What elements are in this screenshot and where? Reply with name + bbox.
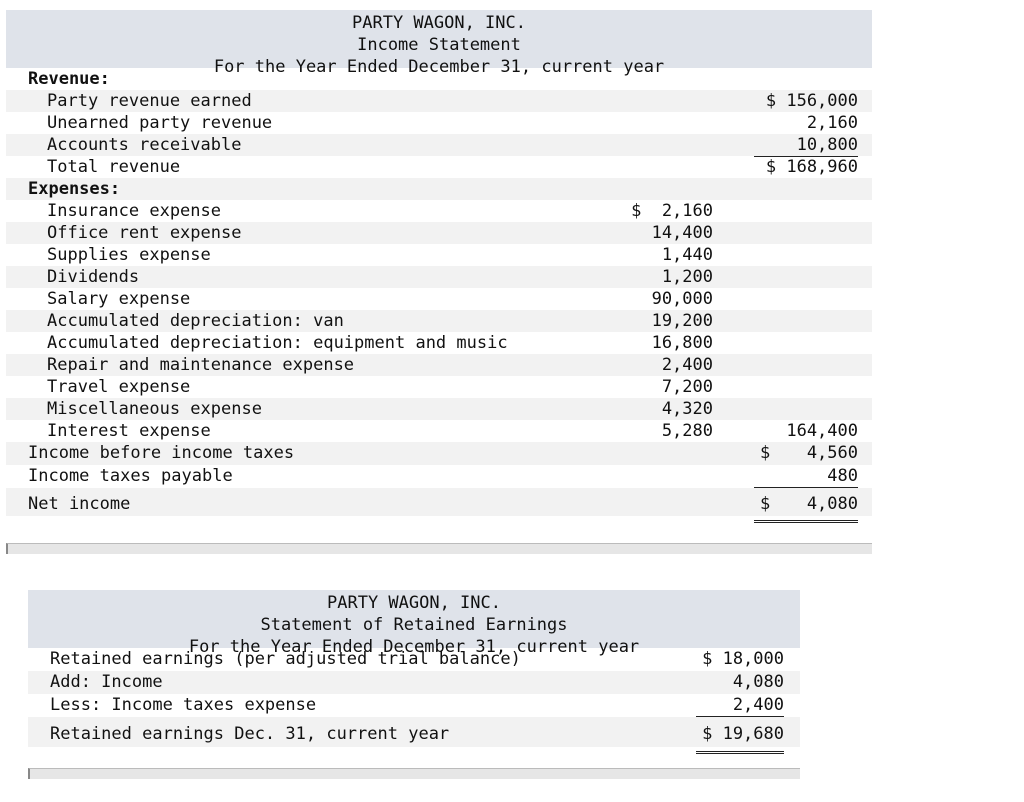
amount-column-1: 7,200 bbox=[661, 377, 713, 397]
dollar-sign: $ bbox=[760, 443, 771, 463]
row-label: Supplies expense bbox=[47, 245, 211, 265]
table-row bbox=[6, 134, 872, 156]
table-row bbox=[28, 648, 800, 671]
amount-column-1: 4,320 bbox=[661, 399, 713, 419]
row-label: Revenue: bbox=[28, 69, 110, 89]
amount-column-1: 16,800 bbox=[651, 333, 713, 353]
amount-column-2: $ 168,960 bbox=[765, 157, 858, 177]
table-row bbox=[6, 112, 872, 134]
row-label: Office rent expense bbox=[47, 223, 242, 243]
table-row bbox=[6, 90, 872, 112]
row-label: Dividends bbox=[47, 267, 140, 287]
amount-column-2: 4,080 bbox=[754, 488, 858, 523]
table-row bbox=[6, 310, 872, 332]
row-label: Travel expense bbox=[47, 377, 191, 397]
amount-column-1: $ 2,160 bbox=[631, 201, 713, 221]
table-row bbox=[6, 68, 872, 90]
row-label: Less: Income taxes expense bbox=[50, 695, 317, 715]
row-label: Insurance expense bbox=[47, 201, 221, 221]
statement-title: Income Statement bbox=[357, 35, 521, 55]
retained-earnings-header bbox=[28, 590, 800, 657]
income-statement-rows bbox=[6, 68, 872, 516]
row-label: Income before income taxes bbox=[28, 443, 295, 463]
amount-value: 4,080 bbox=[732, 672, 784, 692]
row-label: Unearned party revenue bbox=[47, 113, 273, 133]
row-label: Retained earnings (per adjusted trial balance) bbox=[50, 649, 521, 669]
income-statement bbox=[6, 10, 872, 516]
table-row bbox=[6, 266, 872, 288]
income-statement-header bbox=[6, 10, 872, 77]
table-row bbox=[6, 465, 872, 488]
table-row bbox=[6, 178, 872, 200]
row-label: Interest expense bbox=[47, 421, 211, 441]
company-name: PARTY WAGON, INC. bbox=[352, 13, 526, 33]
row-label: Repair and maintenance expense bbox=[47, 355, 355, 375]
table-row bbox=[6, 488, 872, 516]
amount-column-1: 5,280 bbox=[626, 420, 713, 443]
amount-value: 2,400 bbox=[696, 694, 784, 717]
amount-column-2: 164,400 bbox=[786, 421, 858, 441]
row-label: Total revenue bbox=[47, 157, 181, 177]
dollar-sign: $ bbox=[760, 494, 771, 514]
row-label: Salary expense bbox=[47, 289, 191, 309]
amount-column-1: 14,400 bbox=[651, 223, 713, 243]
table-row bbox=[6, 288, 872, 310]
table-row bbox=[28, 694, 800, 717]
income-statement-footer-bar bbox=[6, 543, 872, 554]
table-row bbox=[6, 354, 872, 376]
table-row bbox=[6, 376, 872, 398]
table-row bbox=[6, 332, 872, 354]
row-label: Expenses: bbox=[28, 179, 121, 199]
retained-earnings-rows bbox=[28, 648, 800, 747]
amount-column-2: $ 156,000 bbox=[765, 91, 858, 111]
retained-earnings-footer-bar bbox=[28, 768, 800, 779]
company-name: PARTY WAGON, INC. bbox=[327, 593, 501, 613]
row-label: Party revenue earned bbox=[47, 91, 252, 111]
table-row bbox=[6, 442, 872, 465]
row-label: Accounts receivable bbox=[47, 135, 242, 155]
amount-column-2: 480 bbox=[754, 465, 858, 488]
table-row bbox=[6, 156, 872, 178]
amount-column-2: 4,560 bbox=[806, 443, 858, 463]
row-label: Retained earnings Dec. 31, current year bbox=[50, 724, 450, 744]
row-label: Accumulated depreciation: van bbox=[47, 311, 344, 331]
table-row bbox=[28, 717, 800, 747]
table-row bbox=[28, 671, 800, 694]
amount-column-1: 1,440 bbox=[661, 245, 713, 265]
retained-earnings-statement bbox=[28, 590, 800, 747]
amount-column-1: 90,000 bbox=[651, 289, 713, 309]
table-row bbox=[6, 398, 872, 420]
amount-column-1: 2,400 bbox=[661, 355, 713, 375]
row-label: Net income bbox=[28, 494, 131, 514]
row-label: Add: Income bbox=[50, 672, 163, 692]
table-row bbox=[6, 200, 872, 222]
amount-value: $ 18,000 bbox=[702, 649, 784, 669]
amount-column-2: 10,800 bbox=[754, 134, 858, 157]
statement-title: Statement of Retained Earnings bbox=[260, 615, 568, 635]
amount-column-1: 1,200 bbox=[661, 267, 713, 287]
statement-period: For the Year Ended December 31, current year bbox=[213, 57, 665, 77]
row-label: Income taxes payable bbox=[28, 466, 233, 486]
table-row bbox=[6, 222, 872, 244]
amount-column-1: 19,200 bbox=[651, 311, 713, 331]
row-label: Accumulated depreciation: equipment and music bbox=[47, 333, 508, 353]
amount-column-2: 2,160 bbox=[806, 113, 858, 133]
row-label: Miscellaneous expense bbox=[47, 399, 262, 419]
table-row bbox=[6, 244, 872, 266]
table-row bbox=[6, 420, 872, 442]
statement-period: For the Year Ended December 31, current year bbox=[188, 637, 640, 657]
amount-value: $ 19,680 bbox=[696, 717, 784, 754]
